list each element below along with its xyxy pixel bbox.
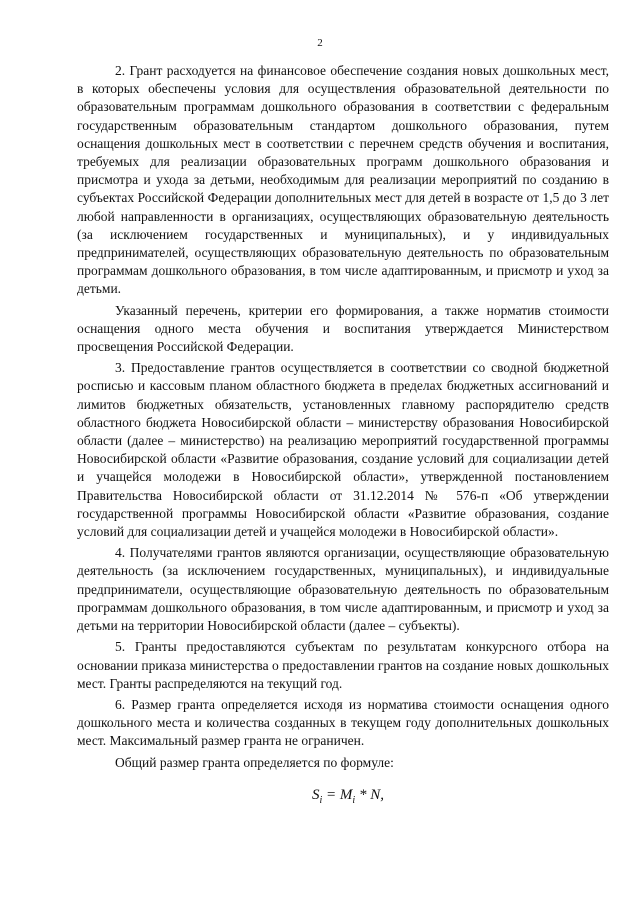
paragraph-grant-size: 6. Размер гранта определяется исходя из норматива стоимости оснащения одного дошкольного места и количества созданных в текущем году дополнительных дошкольных мест. Максимальный размер гранта не ограничен. [77,696,609,749]
grant-formula [77,786,609,810]
document-body [77,62,609,810]
formula-s: S [312,786,320,803]
paragraph-grant-recipients: 4. Получателями грантов являются организации, осуществляющие образовательную деятельность (за исключением государственных, муниципальных), и индивидуальные предприниматели, осуществляющие образовательную деятельность по образовательным программам дошкольного образования, в том числе адаптированным, и присмотр и уход за детьми на территории Новосибирской области (далее – субъекты). [77,545,609,634]
paragraph-list-approval: Указанный перечень, критерии его формирования, а также норматив стоимости оснащения одного места обучения и воспитания утверждается Министерством просвещения Российской Федерации. [77,302,609,355]
page-number: 2 [317,37,323,49]
paragraph-competitive-selection: 5. Гранты предоставляются субъектам по результатам конкурсного отбора на основании приказа министерства о предоставлении грантов на создание новых дошкольных мест. Гранты распределяются на текущий год. [77,639,609,691]
formula-m-sub: i [352,794,356,806]
paragraph-formula-intro: Общий размер гранта определяется по формуле: [115,754,394,770]
paragraph-grant-provision: 3. Предоставление грантов осуществляется в соответствии со сводной бюджетной росписью и кассовым планом областного бюджета в пределах бюджетных ассигнований и лимитов бюджетных обязательств, установленных главному распорядителю средств областного бюджета Новосибирской области – министерству образования Новосибирской области (далее – министерство) на реализацию мероприятий государственной программы Новосибирской области «Развитие образования, создание условий для социализации детей и учащейся молодежи в Новосибирской области», утвержденной постановлением Правительства Новосибирской области от 31.12.2014 № 576-п «Об утверждении государственной программы Новосибирской области «Развитие образования, создание условий для социализации детей и учащейся молодежи в Новосибирской области». [77,360,609,540]
formula-m: M [339,786,353,803]
formula-s-sub: i [319,794,323,806]
formula-rest: * N, [355,786,384,803]
paragraph-grant-purpose: 2. Грант расходуется на финансовое обеспечение создания новых дошкольных мест, в которых обеспечены условия для осуществления образовательной деятельности по образовательным программам дошкольного образования в соответствии с федеральным государственным образовательным стандартом дошкольного образования, путем оснащения дошкольных мест в соответствии с перечнем средств обучения и воспитания, требуемых для реализации образовательных программ дошкольного образования и присмотра и ухода за детьми, необходимым для реализации мероприятий по созданию в субъектах Российской Федерации дополнительных мест для детей в возрасте от 1,5 до 3 лет любой направленности в организациях, осуществляющих образовательную деятельность (за исключением государственных и муниципальных), и у индивидуальных предпринимателей, осуществляющих образовательную деятельность по образовательным программам дошкольного образования, в том числе адаптированным, и присмотр и уход за детьми. [77,63,609,297]
formula-equals: = [322,786,340,803]
